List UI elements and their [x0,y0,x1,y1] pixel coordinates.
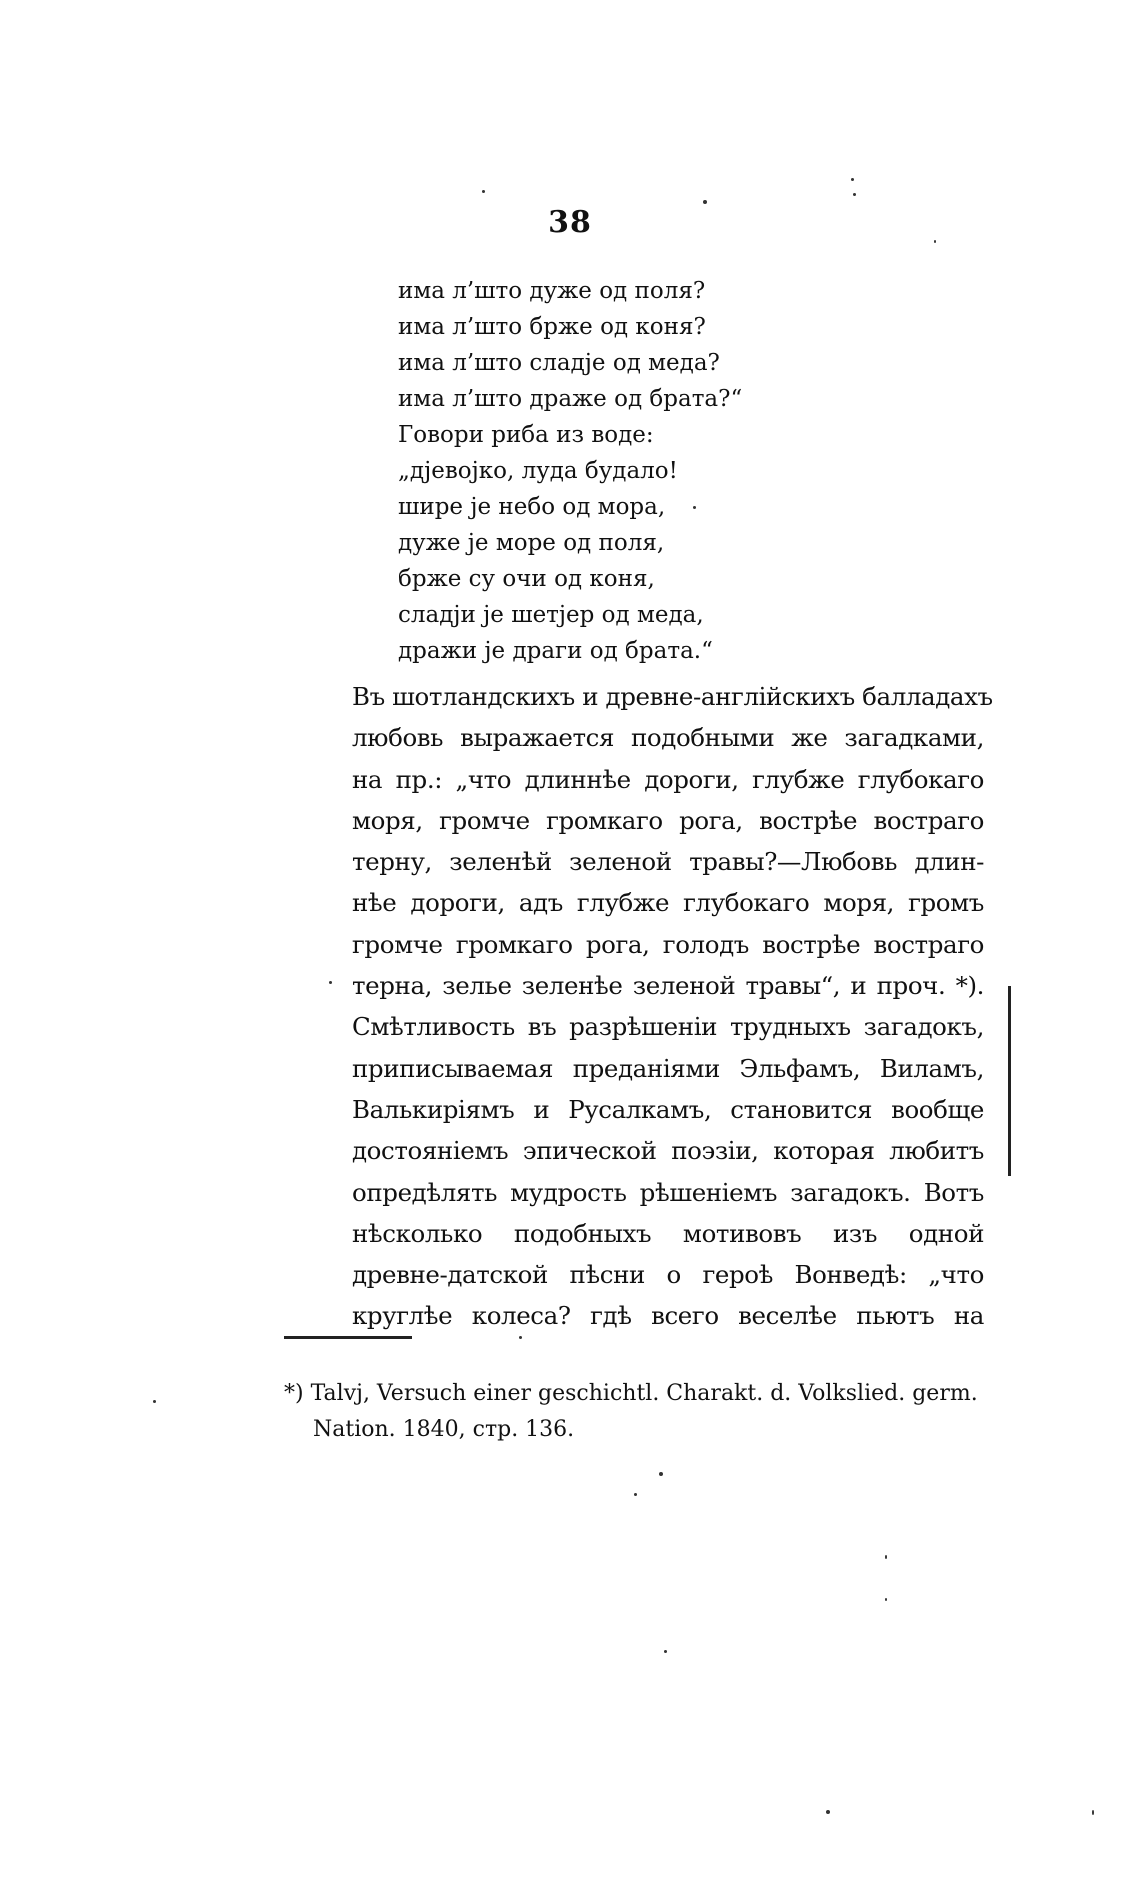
body-line: терну, зеленѣй зеленой травы?—Любовь длин- [352,847,984,877]
poem-line: има л’што сладје од меда? [398,350,720,376]
footnote [284,1376,1024,1448]
body-line: громче громкаго рога, голодъ вострѣе востраго [352,929,984,959]
page-number: 38 [548,205,592,240]
poem-line: има л’што бржe од коня? [398,314,706,340]
body-line: моря, громче громкаго рога, вострѣе востраго [352,805,984,835]
scan-speck [693,506,696,509]
scan-speck [853,193,856,196]
scan-speck [634,1493,637,1496]
scan-speck [885,1598,887,1601]
footnote-line: Nation. 1840, стр. 136. [313,1417,575,1442]
body-line: терна, зелье зеленѣе зеленой травы“, и проч. *). [352,971,984,1001]
body-paragraph [352,676,993,1337]
poem-line: шире је небо од мора, [398,494,666,520]
body-line: Въ шотландскихъ и древне-англійскихъ балладахъ [352,682,993,711]
poem-line: дражи је драги од брата.“ [398,638,713,664]
body-line: нѣсколько подобныхъ мотивовъ изъ одной [352,1218,984,1248]
poem-line: сладји је шетјер од меда, [398,602,704,628]
body-line: круглѣе колеса? гдѣ всего веселѣе пьютъ на [352,1301,984,1331]
footnote-rule [284,1336,412,1339]
scan-speck [826,1810,830,1814]
body-line: древне-датской пѣсни о героѣ Вонведѣ: „что [352,1260,984,1290]
scan-speck [482,190,485,193]
scan-speck [851,178,854,181]
body-line: на пр.: „что длиннѣе дороги, глубже глубокаго [352,764,984,794]
poem-line: дуже је море од поля, [398,530,665,556]
body-line: любовь выражается подобными же загадками, [352,723,984,753]
margin-rule [1008,986,1011,1176]
poem-line: „дјевојко, луда будало! [398,458,678,484]
scan-speck [659,1472,663,1476]
body-line: приписываемая преданіями Эльфамъ, Виламъ, [352,1053,984,1083]
scan-speck [1092,1810,1094,1815]
poem-line: брже су очи од коня, [398,566,655,592]
scan-speck [329,981,332,984]
scan-speck [885,1555,887,1559]
body-line: достояніемъ эпической поэзіи, которая любитъ [352,1136,984,1166]
poem-line: има л’што дуже од поля? [398,278,706,304]
scan-speck [934,240,936,243]
footnote-line: *) Talvj, Versuch einer geschichtl. Charakt. d. Volkslied. germ. [284,1381,978,1406]
body-line: Смѣтливость въ разрѣшеніи трудныхъ загадокъ, [352,1012,984,1042]
scan-speck [664,1650,667,1653]
scan-speck [153,1400,156,1403]
body-line: Валькиріямъ и Русалкамъ, становится вообще [352,1094,984,1124]
body-line: нѣе дороги, адъ глубже глубокаго моря, громъ [352,888,984,918]
poem-block [398,273,838,669]
scan-speck [703,200,707,204]
scan-speck [519,1336,522,1339]
body-line: опредѣлять мудрость рѣшеніемъ загадокъ. Вотъ [352,1177,984,1207]
poem-line: има л’што драже од брата?“ [398,386,743,412]
poem-line: Говори риба из воде: [398,422,654,448]
